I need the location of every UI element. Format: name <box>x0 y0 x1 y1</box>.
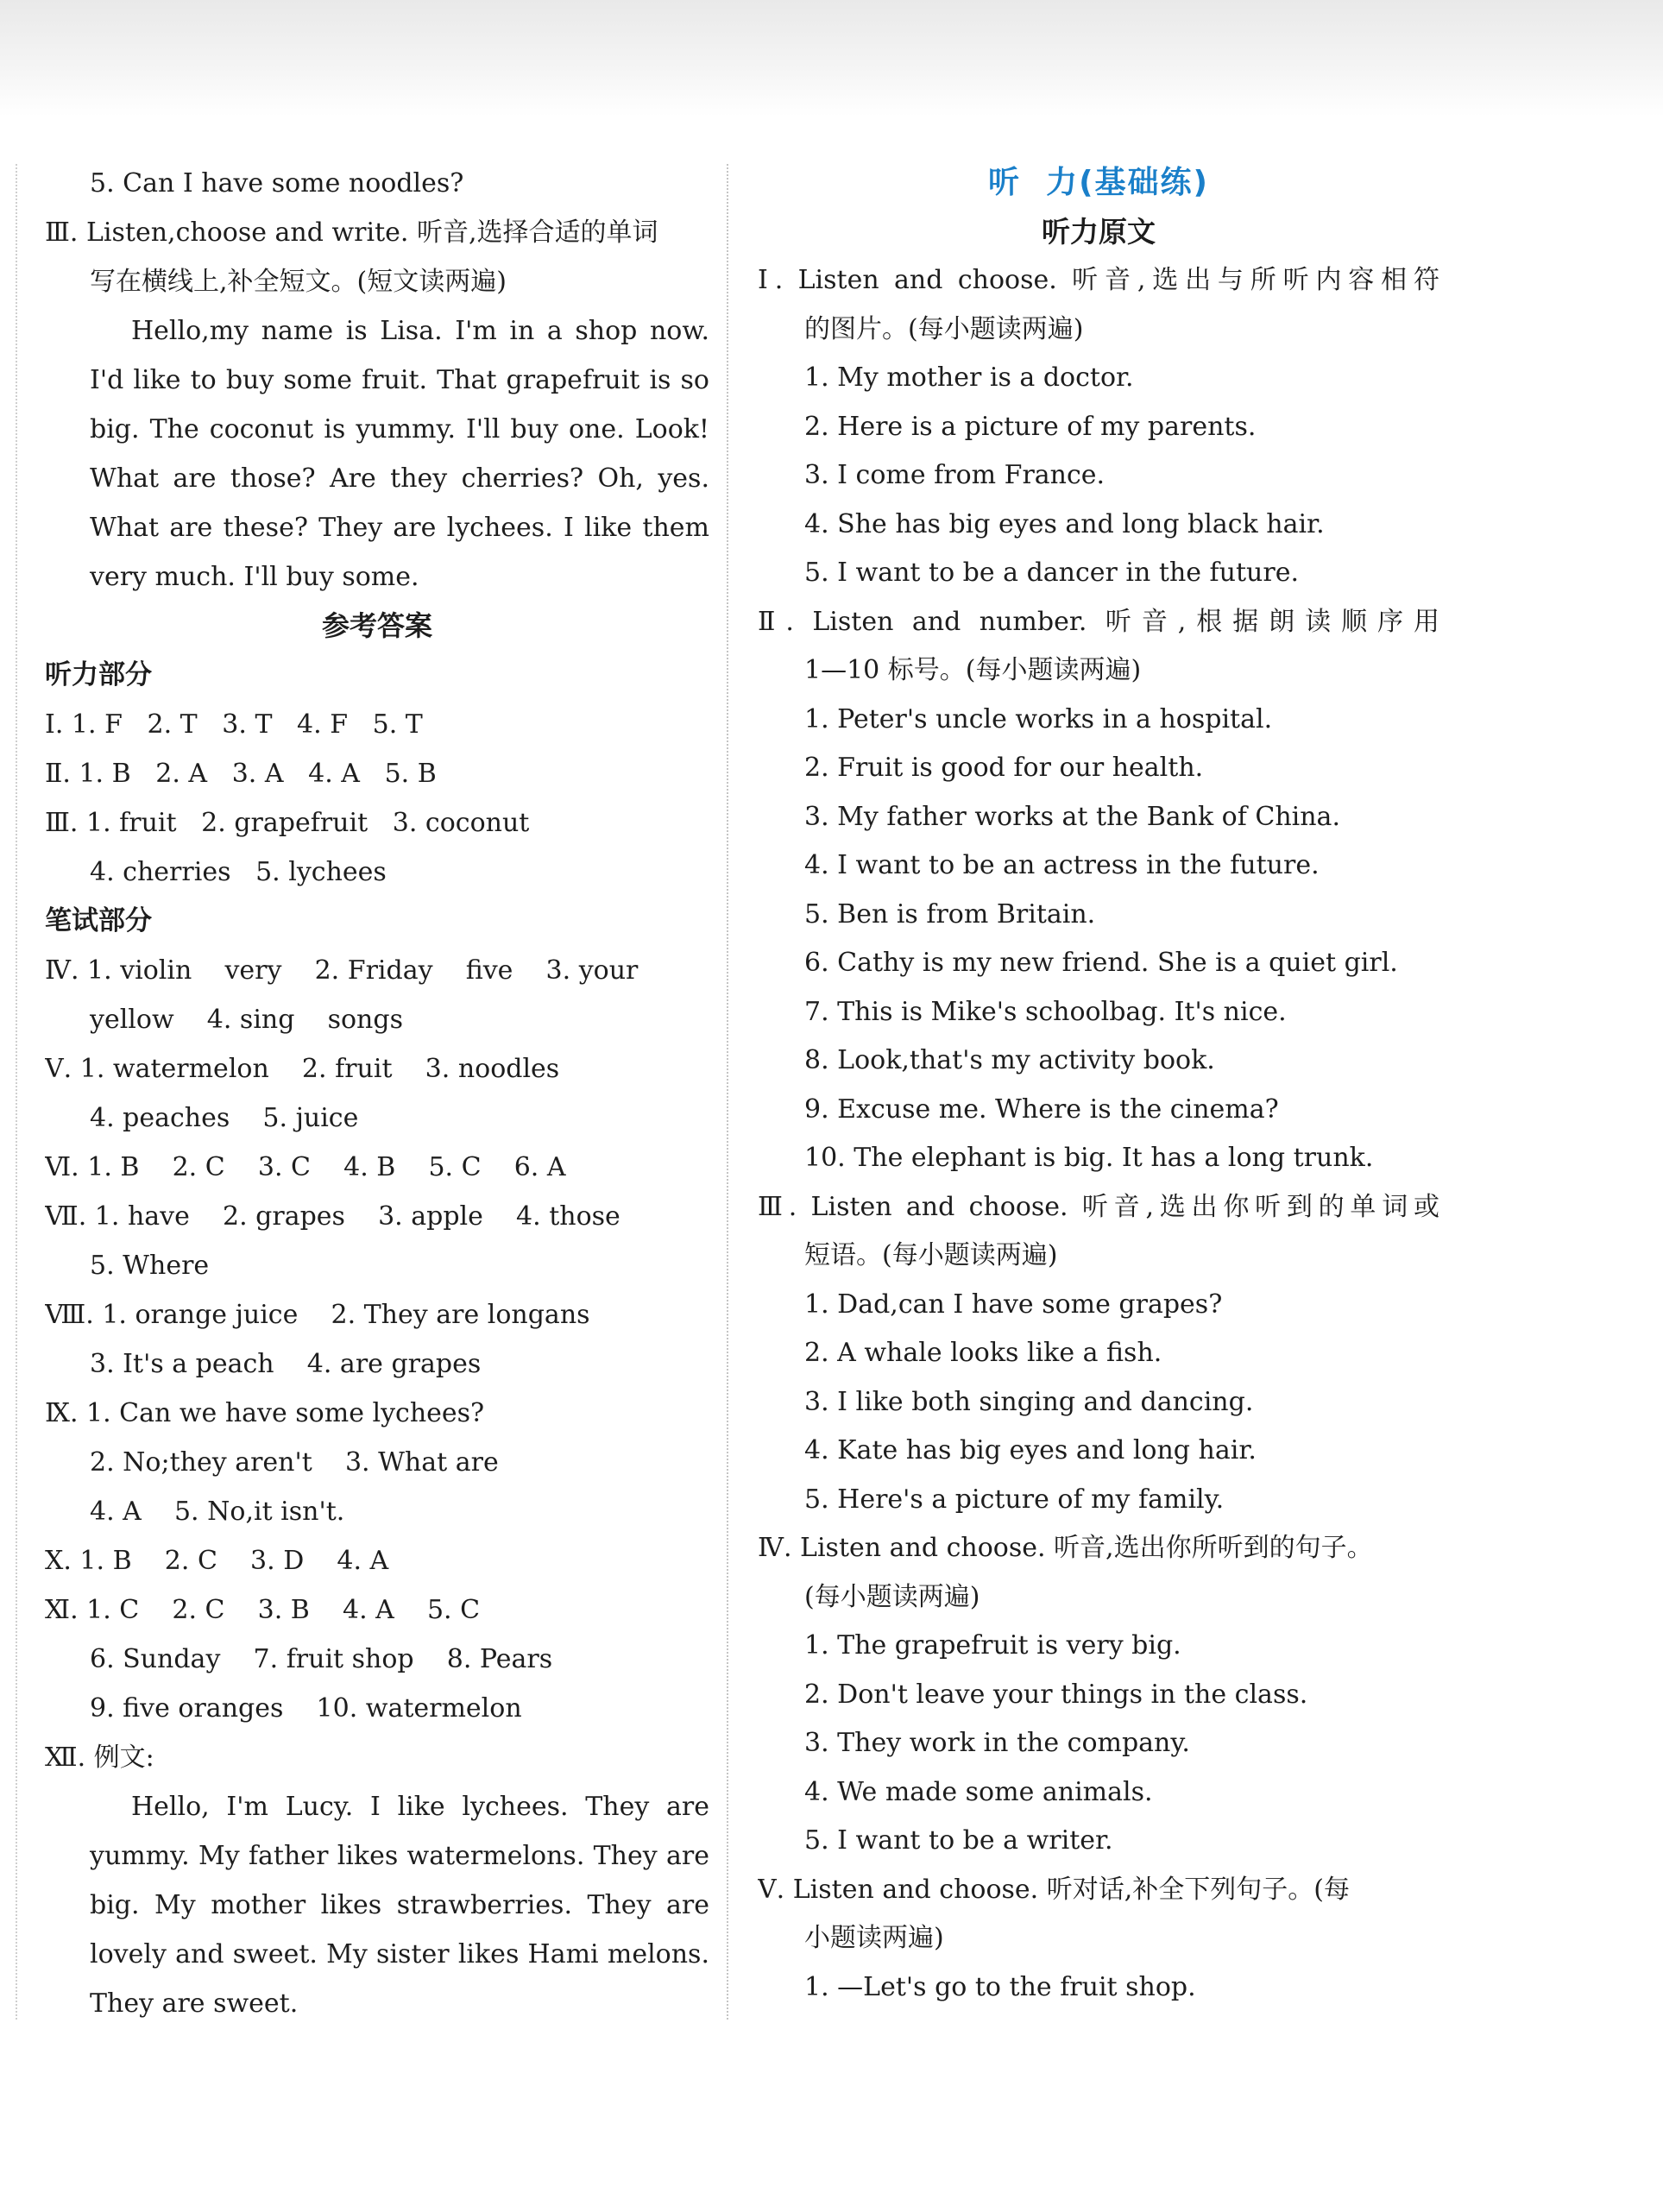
section-instruction-cont: 写在横线上,补全短文。(短文读两遍) <box>90 267 507 297</box>
sample-essay <box>45 1782 709 2028</box>
answer-line: Ⅴ. 1. watermelon 2. fruit 3. noodles <box>45 1054 560 1084</box>
passage-line: Hello,my name is Lisa. I'm in a shop now. <box>131 316 709 346</box>
transcript-line: 6. Cathy is my new friend. She is a quiet girl. <box>804 948 1398 978</box>
answer-line: Ⅺ. 1. C 2. C 3. B 4. A 5. C <box>45 1595 481 1625</box>
transcript-line: 4. We made some animals. <box>804 1776 1153 1807</box>
answer-line: Ⅲ. 1. fruit 2. grapefruit 3. coconut <box>45 808 530 838</box>
writing-section-label: 笔试部分 <box>45 905 152 936</box>
answer-line: Ⅱ. 1. B 2. A 3. A 4. A 5. B <box>45 759 437 789</box>
transcript-line: 4. I want to be an actress in the future. <box>804 850 1320 880</box>
transcript-line: 5. I want to be a dancer in the future. <box>804 558 1299 588</box>
section-instruction: Ⅴ. Listen and choose. 听对话,补全下列句子。(每 <box>758 1874 1350 1905</box>
passage-line: big. The coconut is yummy. I'll buy one. Look! <box>90 414 709 444</box>
section-instruction-cont: (每小题读两遍) <box>804 1581 980 1612</box>
answer-line: Ⅻ. 例文: <box>45 1743 154 1773</box>
transcript-line: 3. My father works at the Bank of China. <box>804 801 1340 832</box>
transcript-line: 1. My mother is a doctor. <box>804 362 1134 393</box>
answer-line: 5. Where <box>90 1251 210 1281</box>
transcript-line: 1. —Let's go to the fruit shop. <box>804 1971 1196 2002</box>
transcript-line: 3. I come from France. <box>804 460 1106 490</box>
transcript-line: 4. Kate has big eyes and long hair. <box>804 1435 1257 1465</box>
answer-line: Ⅶ. 1. have 2. grapes 3. apple 4. those <box>45 1201 620 1232</box>
transcript-line: 7. This is Mike's schoolbag. It's nice. <box>804 996 1287 1027</box>
section-instruction: Ⅲ. Listen,choose and write. 听音,选择合适的单词 <box>45 217 658 248</box>
transcript-line: 5. Here's a picture of my family. <box>804 1484 1225 1515</box>
column-divider <box>727 164 730 2020</box>
transcript-line: 3. They work in the company. <box>804 1728 1190 1758</box>
listening-section-label: 听力部分 <box>45 659 152 690</box>
answer-line: 9. five oranges 10. watermelon <box>90 1693 522 1724</box>
section-instruction-cont: 小题读两遍) <box>804 1923 944 1953</box>
essay-line: Hello, I'm Lucy. I like lychees. They are <box>131 1792 709 1822</box>
passage-line: What are those? Are they cherries? Oh, yes. <box>90 463 709 494</box>
answer-line: Ⅸ. 1. Can we have some lychees? <box>45 1398 485 1428</box>
section-instruction: Ⅱ. Listen and number. 听音,根据朗读顺序用 <box>758 606 1439 637</box>
transcript-line: 5. I want to be a writer. <box>804 1825 1113 1856</box>
answer-line: 4. cherries 5. lychees <box>90 857 387 887</box>
transcript-line: 9. Excuse me. Where is the cinema? <box>804 1093 1279 1125</box>
right-column <box>758 159 1439 2012</box>
writing-answers <box>45 946 709 1782</box>
transcript-line: 10. The elephant is big. It has a long trunk. <box>804 1143 1374 1173</box>
transcript-subtitle: 听力原文 <box>1042 214 1156 249</box>
answer-line: Ⅳ. 1. violin very 2. Friday five 3. your <box>45 955 639 986</box>
answer-line: 3. It's a peach 4. are grapes <box>90 1349 482 1379</box>
text-line: 5. Can I have some noodles? <box>90 168 464 199</box>
essay-line: lovely and sweet. My sister likes Hami melons. <box>90 1939 709 1969</box>
answers-heading: 参考答案 <box>321 609 432 642</box>
answer-line: 2. No;they aren't 3. What are <box>90 1447 499 1478</box>
scan-top-shadow <box>0 0 1663 117</box>
listening-answers <box>45 700 709 897</box>
transcript-line: 2. Here is a picture of my parents. <box>804 411 1257 442</box>
listening-title: 听 力(基础练) <box>988 165 1209 200</box>
passage-block <box>45 159 709 602</box>
answer-line: Ⅹ. 1. B 2. C 3. D 4. A <box>45 1546 389 1576</box>
answer-line: 6. Sunday 7. fruit shop 8. Pears <box>90 1644 553 1674</box>
transcript-line: 4. She has big eyes and long black hair. <box>804 508 1325 539</box>
essay-line: yummy. My father likes watermelons. They are <box>90 1841 709 1871</box>
section-instruction: Ⅰ. Listen and choose. 听音,选出与所听内容相符 <box>758 265 1439 295</box>
transcript-line: 2. Don't leave your things in the class. <box>804 1679 1308 1710</box>
transcript-line: 2. Fruit is good for our health. <box>804 753 1204 783</box>
answer-line: 4. peaches 5. juice <box>90 1103 359 1133</box>
section-instruction: Ⅲ. Listen and choose. 听音,选出你听到的单词或 <box>758 1191 1439 1222</box>
section-instruction-cont: 的图片。(每小题读两遍) <box>804 313 1084 344</box>
left-column <box>45 159 709 2028</box>
section-instruction-cont: 短语。(每小题读两遍) <box>804 1240 1058 1270</box>
transcript-line: 2. A whale looks like a fish. <box>804 1338 1162 1368</box>
passage-line: very much. I'll buy some. <box>90 562 419 592</box>
answer-line: Ⅷ. 1. orange juice 2. They are longans <box>45 1300 590 1330</box>
answer-line: Ⅵ. 1. B 2. C 3. C 4. B 5. C 6. A <box>45 1152 566 1182</box>
essay-line: big. My mother likes strawberries. They are <box>90 1890 709 1920</box>
transcript-line: 1. Dad,can I have some grapes? <box>804 1289 1223 1320</box>
left-margin-dots <box>16 164 19 2020</box>
section-instruction-cont: 1—10 标号。(每小题读两遍) <box>804 655 1142 685</box>
section-instruction: Ⅳ. Listen and choose. 听音,选出你所听到的句子。 <box>758 1533 1373 1563</box>
transcript-line: 8. Look,that's my activity book. <box>804 1045 1215 1075</box>
transcript-line: 1. The grapefruit is very big. <box>804 1630 1181 1661</box>
answer-line: 4. A 5. No,it isn't. <box>90 1497 345 1527</box>
answer-line: Ⅰ. 1. F 2. T 3. T 4. F 5. T <box>45 709 423 740</box>
passage-line: What are these? They are lychees. I like them <box>90 513 709 543</box>
answer-line: yellow 4. sing songs <box>90 1005 403 1035</box>
passage-line: I'd like to buy some fruit. That grapefruit is so <box>90 365 709 395</box>
transcript-line: 5. Ben is from Britain. <box>804 898 1096 930</box>
transcript-line: 3. I like both singing and dancing. <box>804 1386 1254 1417</box>
transcript-line: 1. Peter's uncle works in a hospital. <box>804 703 1273 734</box>
essay-line: They are sweet. <box>90 1988 299 2019</box>
transcript-body <box>758 256 1439 2012</box>
